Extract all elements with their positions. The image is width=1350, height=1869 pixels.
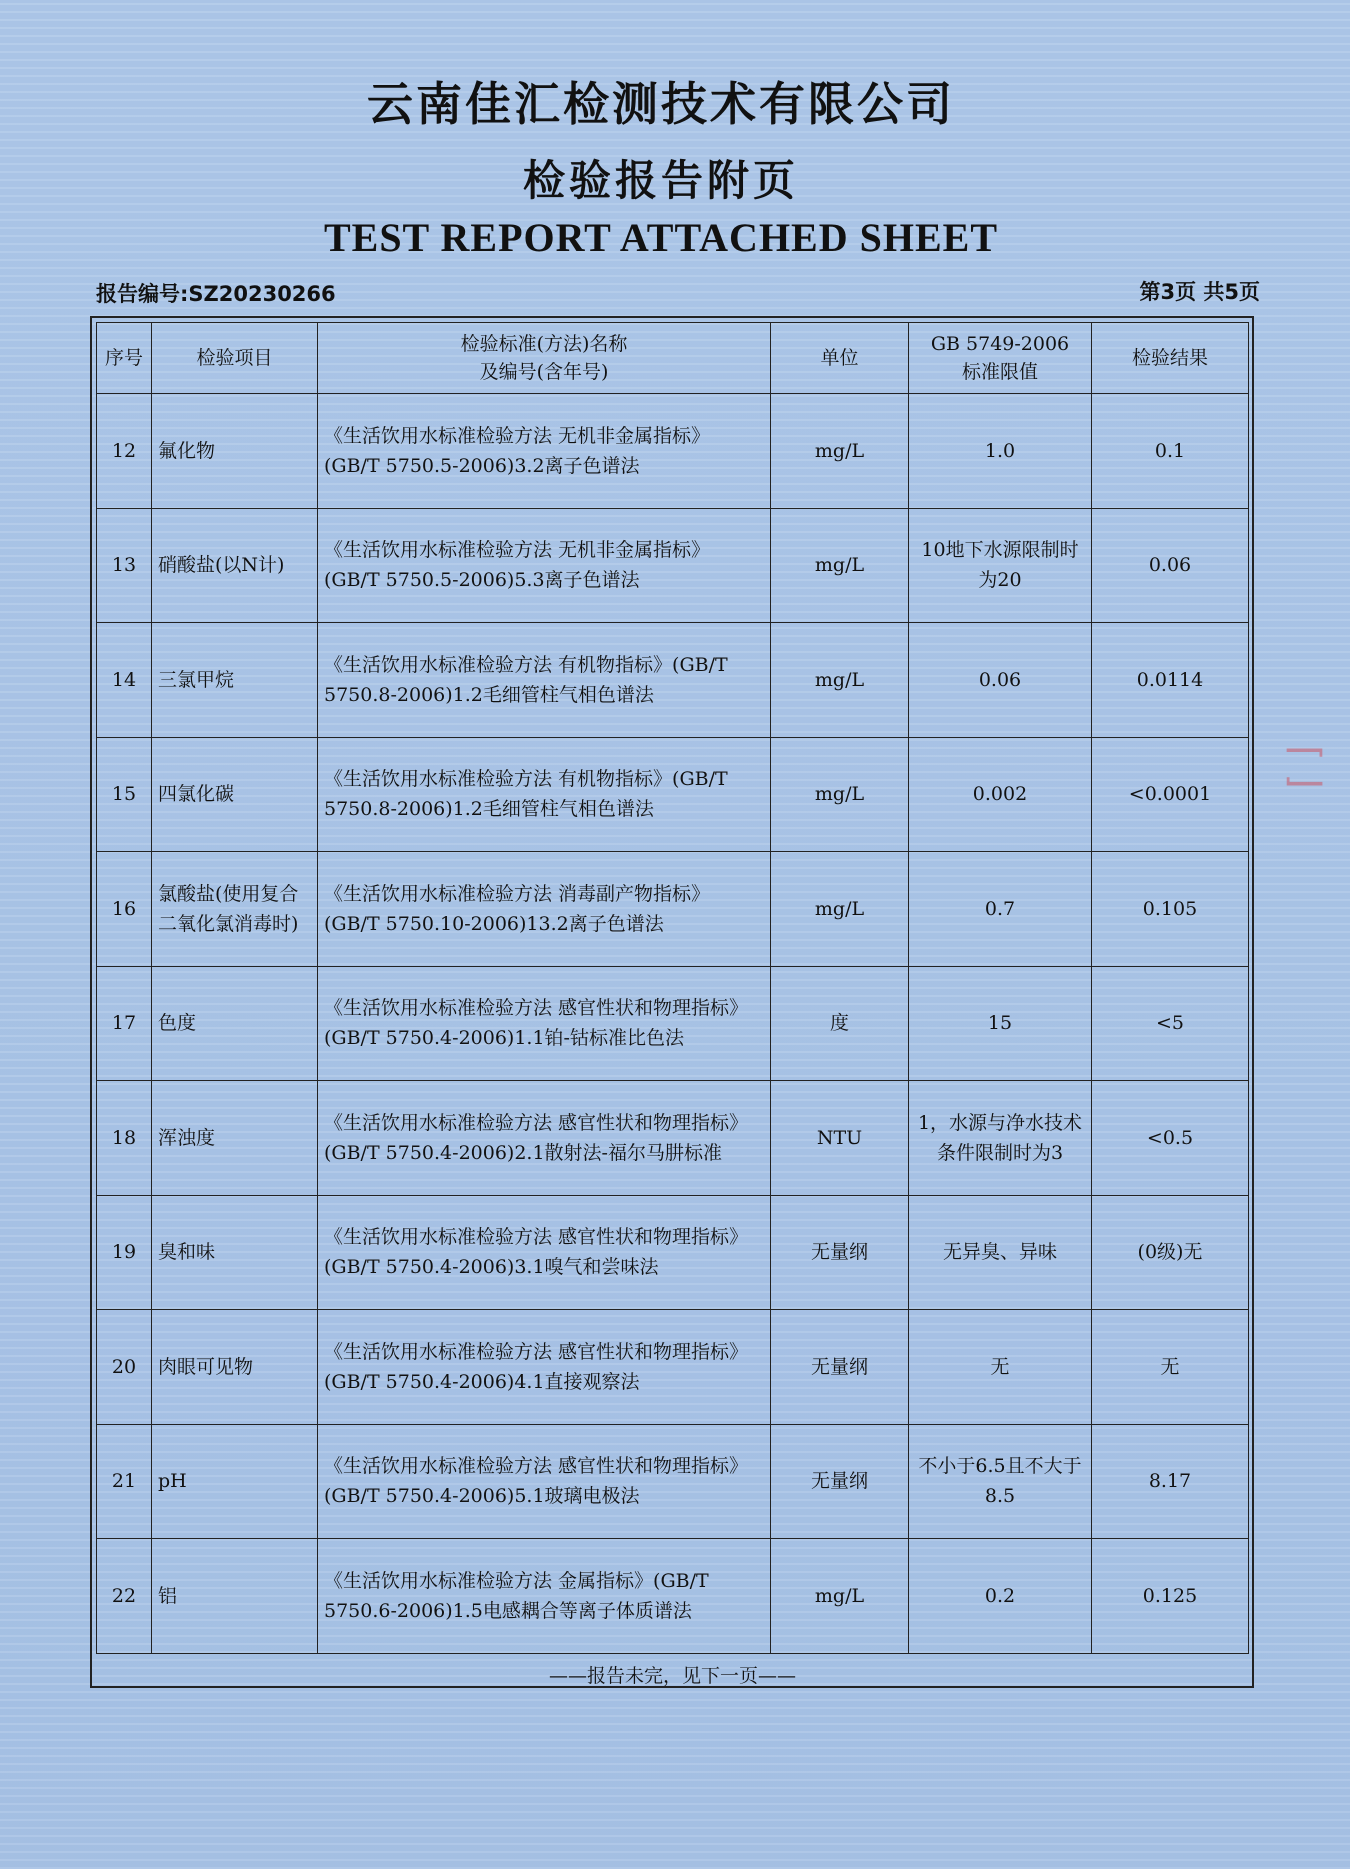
cell-unit: 度 [771, 966, 909, 1081]
cell-item: 氯酸盐(使用复合二氧化氯消毒时) [152, 852, 318, 967]
page-title-en: TEST REPORT ATTACHED SHEET [323, 215, 999, 260]
cell-unit: mg/L [771, 508, 909, 623]
cell-limit: 1.0 [909, 394, 1092, 509]
cell-limit: 0.002 [909, 737, 1092, 852]
cell-item: 硝酸盐(以N计) [152, 508, 318, 623]
cell-limit: 不小于6.5且不大于8.5 [909, 1424, 1092, 1539]
cell-method: 《生活饮用水标准检验方法 无机非金属指标》(GB/T 5750.5-2006)3.2离子色谱法 [318, 394, 771, 509]
cell-unit: mg/L [771, 623, 909, 738]
table-row [97, 1081, 1249, 1196]
cell-limit: 无异臭、异味 [909, 1195, 1092, 1310]
cell-unit: 无量纲 [771, 1310, 909, 1425]
cell-method: 《生活饮用水标准检验方法 感官性状和物理指标》(GB/T 5750.4-2006)1.1铂-钴标准比色法 [318, 966, 771, 1081]
cell-result: 8.17 [1092, 1424, 1249, 1539]
cell-method: 《生活饮用水标准检验方法 金属指标》(GB/T 5750.6-2006)1.5电感耦合等离子体质谱法 [318, 1539, 771, 1654]
page-info: 第3页 共5页 [1139, 280, 1260, 304]
cell-item: 铝 [152, 1539, 318, 1654]
table-header-row [97, 323, 1249, 394]
cell-seq: 14 [97, 623, 152, 738]
header-seq: 序号 [97, 323, 152, 394]
cell-seq: 16 [97, 852, 152, 967]
cell-result: <0.5 [1092, 1081, 1249, 1196]
table-row [97, 1195, 1249, 1310]
table-row [97, 1310, 1249, 1425]
header-method-line1: 检验标准(方法)名称 [460, 333, 628, 355]
table-row [97, 966, 1249, 1081]
table-footer-note: ——报告未完，见下一页—— [97, 1653, 1249, 1698]
cell-limit: 0.06 [909, 623, 1092, 738]
cell-seq: 17 [97, 966, 152, 1081]
table-row [97, 508, 1249, 623]
cell-result: <0.0001 [1092, 737, 1249, 852]
cell-unit: mg/L [771, 737, 909, 852]
cell-limit: 15 [909, 966, 1092, 1081]
cell-unit: NTU [771, 1081, 909, 1196]
cell-method: 《生活饮用水标准检验方法 无机非金属指标》(GB/T 5750.5-2006)5.3离子色谱法 [318, 508, 771, 623]
cell-item: 四氯化碳 [152, 737, 318, 852]
cell-method: 《生活饮用水标准检验方法 消毒副产物指标》(GB/T 5750.10-2006)13.2离子色谱法 [318, 852, 771, 967]
cell-result: 0.06 [1092, 508, 1249, 623]
header-limit-line1: GB 5749-2006 [930, 333, 1070, 355]
header-method [318, 323, 771, 394]
header-item: 检验项目 [152, 323, 318, 394]
table-row [97, 394, 1249, 509]
table-row [97, 737, 1249, 852]
table-row [97, 852, 1249, 967]
cell-item: 氟化物 [152, 394, 318, 509]
cell-seq: 12 [97, 394, 152, 509]
cell-result: 0.105 [1092, 852, 1249, 967]
cell-unit: mg/L [771, 1539, 909, 1654]
cell-method: 《生活饮用水标准检验方法 有机物指标》(GB/T 5750.8-2006)1.2毛细管柱气相色谱法 [318, 623, 771, 738]
cell-seq: 15 [97, 737, 152, 852]
cell-result: (0级)无 [1092, 1195, 1249, 1310]
cell-result: 无 [1092, 1310, 1249, 1425]
cell-method: 《生活饮用水标准检验方法 感官性状和物理指标》(GB/T 5750.4-2006)3.1嗅气和尝味法 [318, 1195, 771, 1310]
cell-item: pH [152, 1424, 318, 1539]
red-seal-stamp: ⌈ ⌋ [1282, 745, 1328, 789]
cell-limit: 10地下水源限制时为20 [909, 508, 1092, 623]
cell-seq: 19 [97, 1195, 152, 1310]
cell-seq: 22 [97, 1539, 152, 1654]
cell-result: 0.125 [1092, 1539, 1249, 1654]
table-row [97, 1539, 1249, 1654]
cell-limit: 0.7 [909, 852, 1092, 967]
cell-result: 0.0114 [1092, 623, 1249, 738]
company-name: 云南佳汇检测技术有限公司 [367, 77, 955, 131]
cell-seq: 13 [97, 508, 152, 623]
cell-seq: 20 [97, 1310, 152, 1425]
header-limit [909, 323, 1092, 394]
header-unit: 单位 [771, 323, 909, 394]
cell-item: 臭和味 [152, 1195, 318, 1310]
cell-unit: mg/L [771, 394, 909, 509]
cell-result: <5 [1092, 966, 1249, 1081]
header-result: 检验结果 [1092, 323, 1249, 394]
page-title-cn: 检验报告附页 [522, 156, 799, 205]
cell-item: 浑浊度 [152, 1081, 318, 1196]
cell-item: 三氯甲烷 [152, 623, 318, 738]
cell-unit: 无量纲 [771, 1424, 909, 1539]
results-table [96, 322, 1249, 1698]
cell-limit: 无 [909, 1310, 1092, 1425]
cell-method: 《生活饮用水标准检验方法 感官性状和物理指标》(GB/T 5750.4-2006)5.1玻璃电极法 [318, 1424, 771, 1539]
cell-seq: 18 [97, 1081, 152, 1196]
cell-limit: 0.2 [909, 1539, 1092, 1654]
cell-result: 0.1 [1092, 394, 1249, 509]
table-row [97, 1424, 1249, 1539]
report-number: 报告编号:SZ20230266 [96, 282, 336, 306]
header-limit-line2: 标准限值 [961, 361, 1038, 383]
table-row [97, 623, 1249, 738]
cell-item: 肉眼可见物 [152, 1310, 318, 1425]
cell-unit: 无量纲 [771, 1195, 909, 1310]
cell-unit: mg/L [771, 852, 909, 967]
cell-method: 《生活饮用水标准检验方法 感官性状和物理指标》(GB/T 5750.4-2006)2.1散射法-福尔马肼标准 [318, 1081, 771, 1196]
table-footer-row [97, 1653, 1249, 1698]
cell-method: 《生活饮用水标准检验方法 感官性状和物理指标》(GB/T 5750.4-2006)4.1直接观察法 [318, 1310, 771, 1425]
cell-item: 色度 [152, 966, 318, 1081]
header-method-line2: 及编号(含年号) [479, 361, 609, 383]
cell-method: 《生活饮用水标准检验方法 有机物指标》(GB/T 5750.8-2006)1.2毛细管柱气相色谱法 [318, 737, 771, 852]
cell-seq: 21 [97, 1424, 152, 1539]
cell-limit: 1，水源与净水技术条件限制时为3 [909, 1081, 1092, 1196]
